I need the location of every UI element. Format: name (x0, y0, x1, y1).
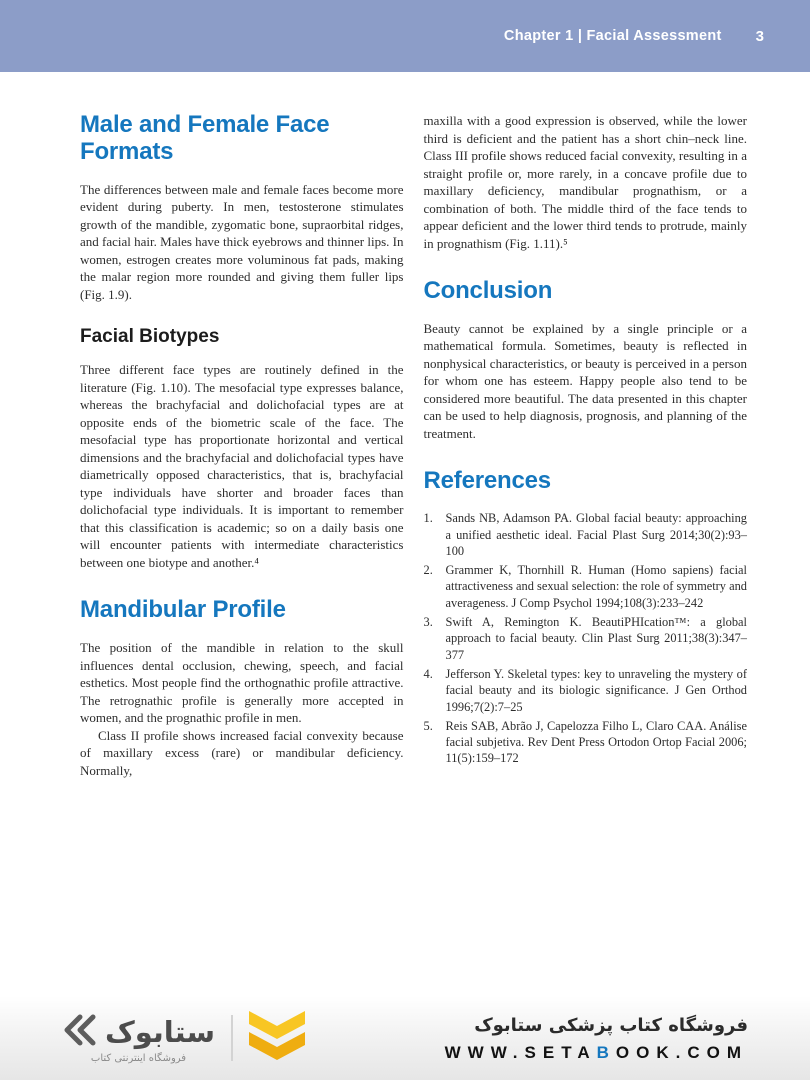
paragraph-mandibular-profile-1: The position of the mandible in relation to the skull influences dental occlusion, chewing, speech, and facial esthetics. Most people find the orthognathic profile attractive. The retrognathic profile is generally more accepted in women, and the prognathic profile in men. (80, 640, 404, 726)
reference-text: Swift A, Remington K. BeautiPHIcation™: a global approach to facial beauty. Clin Plast Surg 2011;38(3):347–377 (445, 615, 747, 662)
setabook-logo (62, 1013, 215, 1064)
store-name: فروشگاه کتاب پزشکی ستابوک (474, 1015, 748, 1037)
section-title-conclusion: Conclusion (423, 277, 553, 304)
section-title-male-female-face-formats: Male and Female Face Formats (80, 111, 330, 165)
right-column (424, 112, 748, 779)
page-content (0, 72, 810, 779)
page-header (0, 0, 810, 72)
publisher-footer (0, 996, 810, 1080)
footer-logo-group (62, 1011, 305, 1066)
footer-divider (231, 1015, 233, 1061)
section-title-facial-biotypes: Facial Biotypes (80, 326, 220, 348)
double-angle-left-icon (62, 1013, 98, 1052)
website-url (445, 1044, 748, 1061)
paragraph-facial-biotypes: Three different face types are routinely defined in the literature (Fig. 1.10). The mesofacial type expresses balance, whereas the brachyfacial and dolichofacial types are at opposite ends of the biometric scale of the face. The mesofacial type has proportionate horizontal and vertical dimensions and the brachyfacial and dolichofacial types have diametrically opposed characteristics, that is, brachyfacial type individuals have shorter and broader faces than dolichofacial type individuals. It is important to remember that this classification is academic; so on a daily basis one will encounter patients with intermediate characteristics between one biotype and another.⁴ (80, 362, 404, 570)
paragraph-conclusion: Beauty cannot be explained by a single principle or a mathematical formula. Sometimes, beauty is reflected in nonphysical characteristics, or beauty is perceived in a person for whom one has esteem. Happy people also tend to be considered more beautiful. The data presented in this chapter can be used to help diagnosis, prognosis, and planning of the treatment. (423, 320, 747, 441)
reference-text: Jefferson Y. Skeletal types: key to unraveling the mystery of facial beauty and its biologic significance. J Gen Orthod 1996;7(2):7–25 (445, 666, 747, 714)
reference-number: 4. (423, 666, 433, 681)
paragraph-face-formats: The differences between male and female faces become more evident during puberty. In men, testosterone stimulates growth of the mandible, zygomatic bone, supraorbital ridges, and facial hair. Males have thick eyebrows and thinner lips. In women, estrogen creates more voluminous fat pads, making the malar region more rounded and giving them fuller lips (Fig. 1.9). (80, 181, 404, 302)
reference-number: 1. (423, 511, 433, 526)
reference-item (424, 510, 748, 559)
reference-text: Grammer K, Thornhill R. Human (Homo sapiens) facial attractiveness and sexual selection: the role of symmetry and averageness. J Comp Psychol 1994;108(3):233–242 (445, 563, 747, 610)
paragraph-mandibular-profile-2: Class II profile shows increased facial convexity because of maxillary excess (rare) or mandibular deficiency. Normally, (80, 727, 404, 778)
reference-number: 5. (423, 718, 433, 733)
reference-text: Sands NB, Adamson PA. Global facial beauty: approaching a unified aesthetic ideal. Facial Plast Surg 2014;30(2):93–100 (445, 511, 747, 558)
url-prefix: WWW.SETA (444, 1042, 597, 1062)
chapter-title: Chapter 1 | Facial Assessment (503, 27, 722, 44)
reference-item (424, 562, 748, 611)
reference-number: 3. (423, 615, 433, 630)
reference-text: Reis SAB, Abrão J, Capelozza Filho L, Claro CAA. Análise facial subjetiva. Rev Dent Press Ortodon Ortop Facial 2006; 11(5):159–172 (445, 718, 747, 766)
left-column (80, 112, 404, 779)
logo-subtitle: فروشگاه اینترنتی کتاب (90, 1052, 187, 1064)
logo-row (62, 1013, 215, 1052)
reference-item (424, 718, 748, 767)
page-number: 3 (755, 27, 764, 45)
footer-store-info (445, 1015, 748, 1061)
reference-number: 2. (423, 563, 433, 578)
logo-wordmark: ستابوک (105, 1014, 216, 1049)
reference-item (424, 614, 748, 663)
paragraph-continuation: maxilla with a good expression is observed, while the lower third is deficient and the patient has a short chin–neck line. Class III profile shows reduced facial convexity, resulting in a straight profile or, more rarely, in a concave profile due to maxillary deficiency, mandibular prognathism, or a combination of both. The middle third of the face tends to appear deficient and the lower third tends to protrude, mainly in prognathism (Fig. 1.11).⁵ (423, 113, 747, 251)
section-title-mandibular-profile: Mandibular Profile (80, 596, 286, 624)
reference-item (424, 666, 748, 715)
references-list (424, 510, 748, 766)
section-title-references: References (423, 467, 551, 495)
double-chevron-down-icon (249, 1011, 305, 1066)
url-highlight-letter: B (596, 1042, 616, 1062)
url-suffix: OOK.COM (615, 1042, 748, 1062)
